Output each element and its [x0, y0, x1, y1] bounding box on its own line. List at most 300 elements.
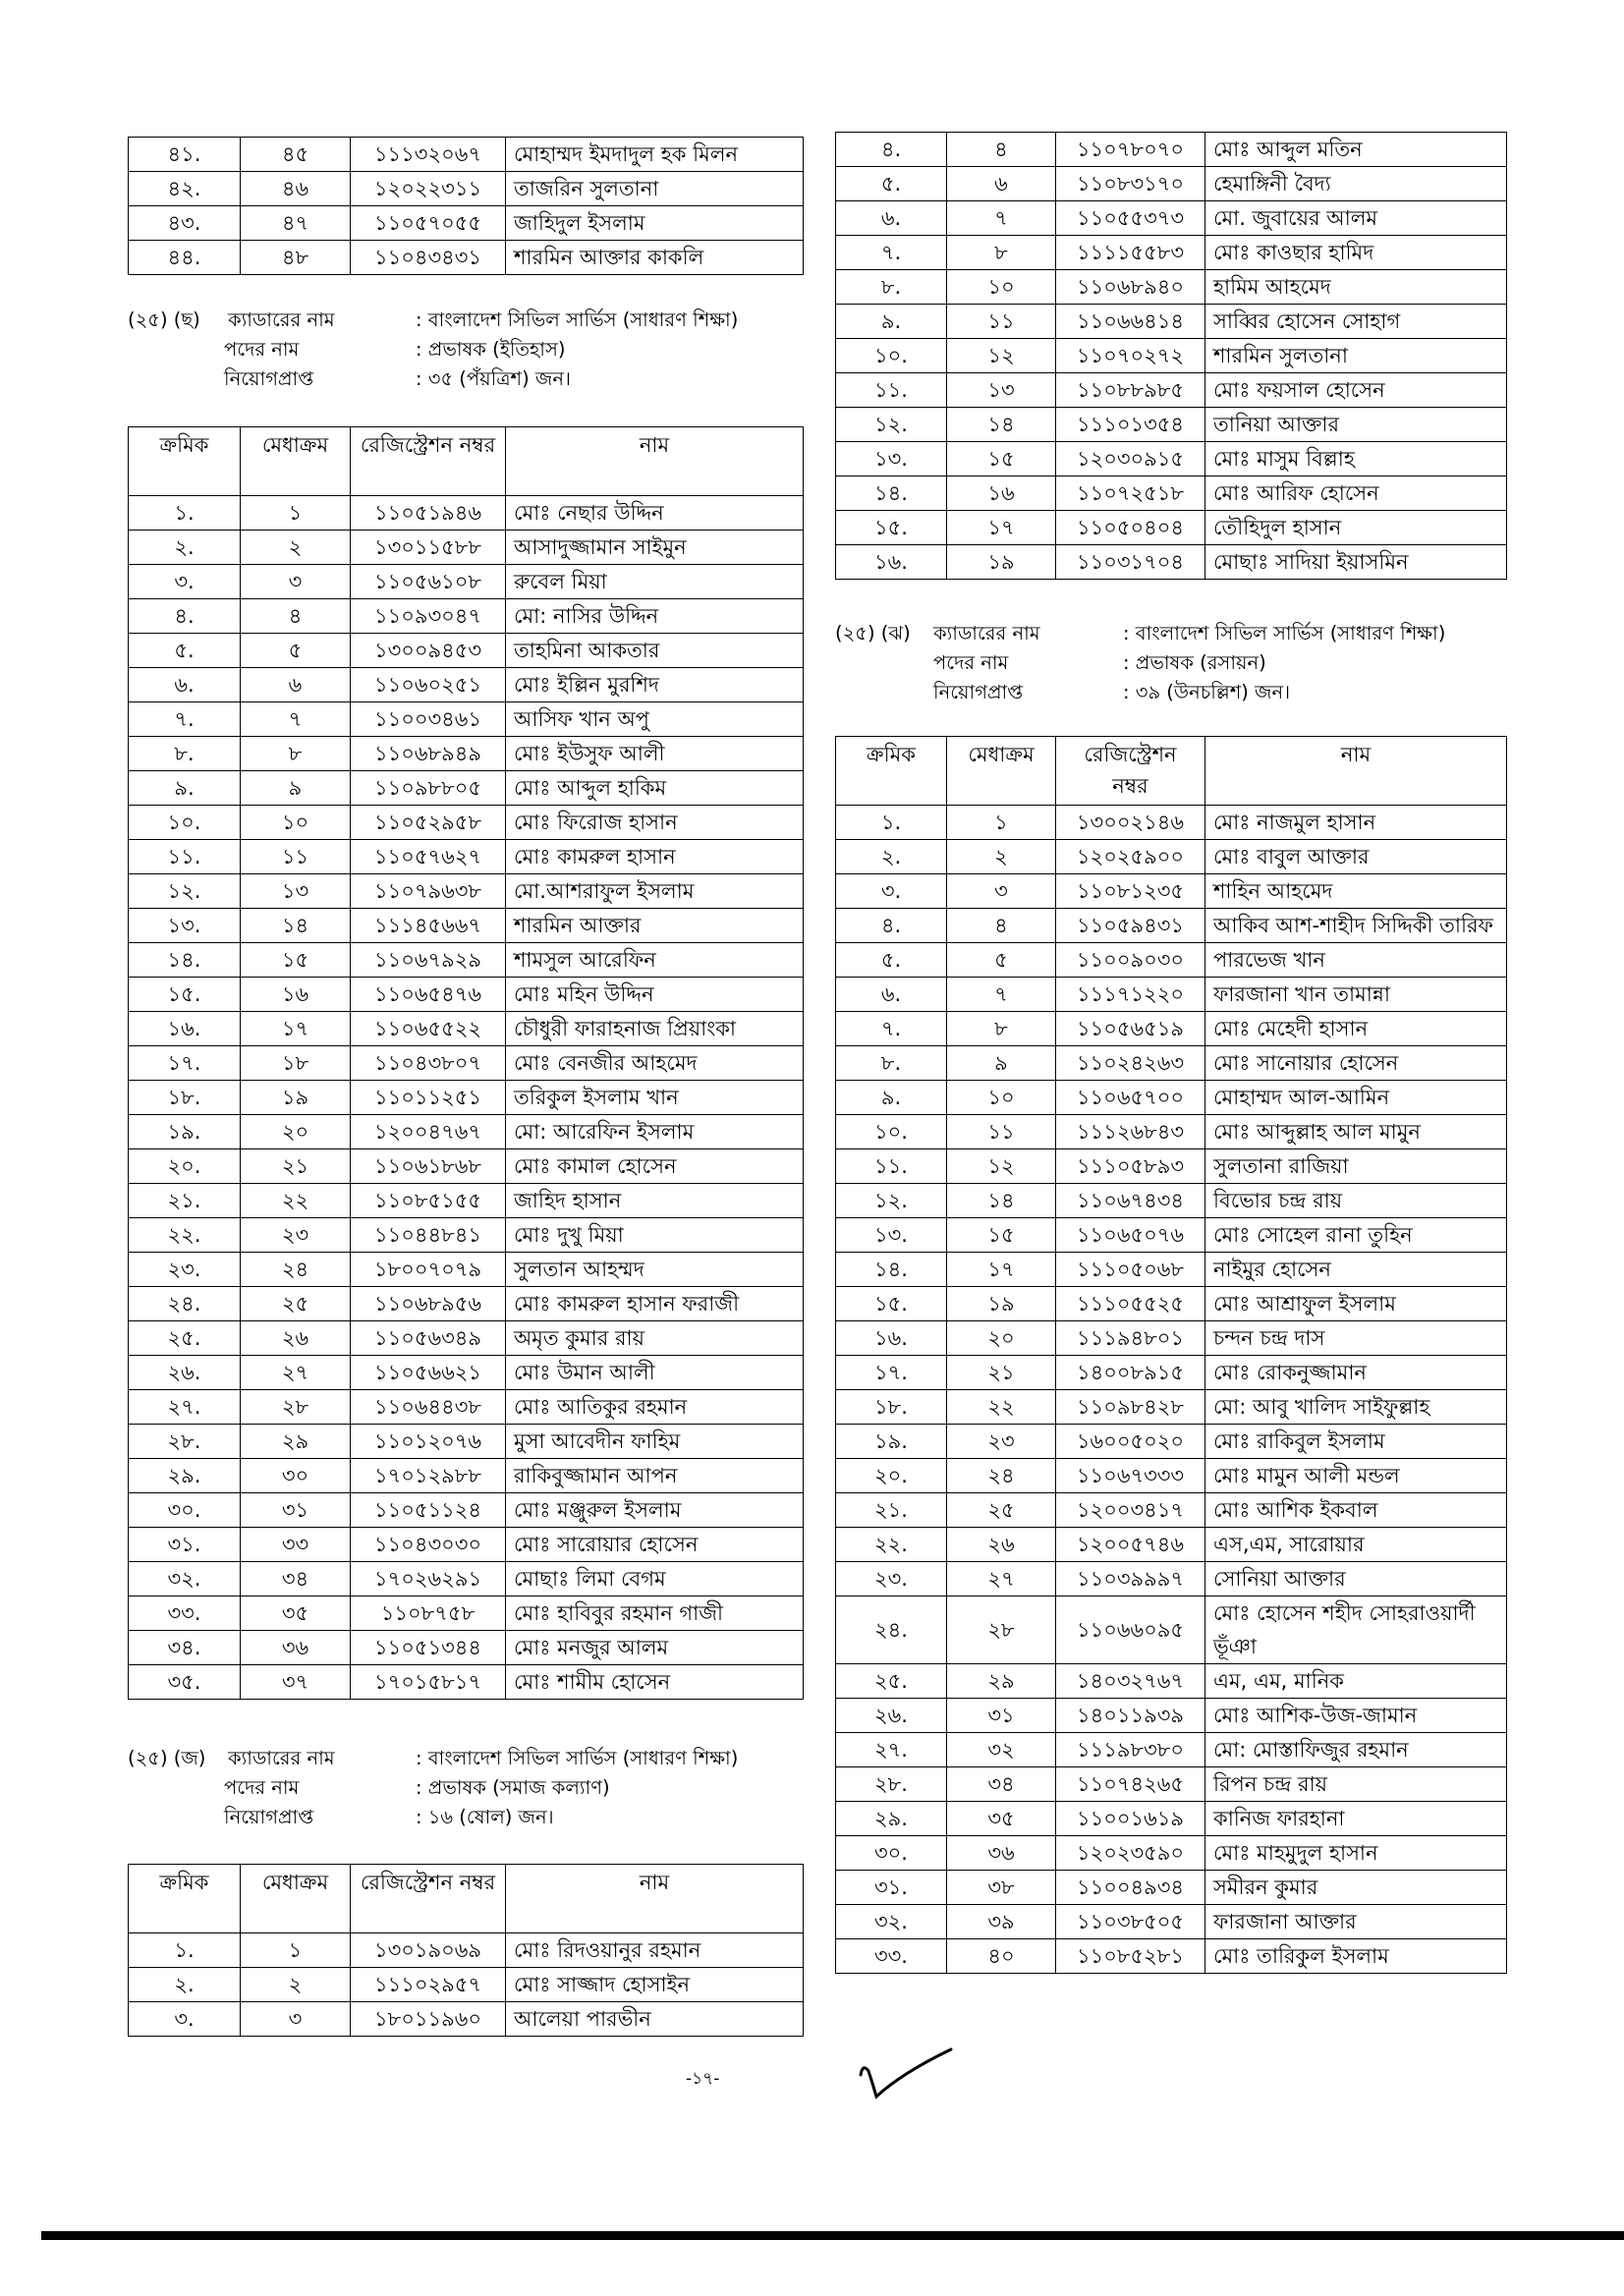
post-value: : প্রভাষক (রসায়ন) [1123, 651, 1266, 674]
serial-cell: ৯. [836, 1081, 947, 1115]
name-cell: মোঃ নাজমুল হাসান [1205, 806, 1507, 840]
reg-number-cell: ১২০৩০৯১৫ [1056, 442, 1205, 476]
table-row [129, 1596, 804, 1631]
merit-cell: ৪৬ [241, 172, 351, 206]
serial-cell: ৩২. [836, 1905, 947, 1939]
reg-number-cell: ১৩০০৯৪৫৩ [351, 634, 506, 668]
name-cell: মোঃ কামাল হোসেন [506, 1149, 804, 1184]
serial-cell: ৮. [129, 737, 241, 771]
merit-cell: ১ [241, 496, 351, 531]
reg-number-cell: ১১০৬৭৩৩৩ [1056, 1459, 1205, 1493]
table-row [129, 771, 804, 806]
name-cell: মোঃ ফিরোজ হাসান [506, 806, 804, 840]
page-number: -১৭- [686, 2069, 720, 2089]
table-row [836, 1287, 1507, 1321]
reg-number-cell: ১৩০০২১৪৬ [1056, 806, 1205, 840]
table-row [836, 1253, 1507, 1287]
serial-cell: ৩. [129, 565, 241, 599]
merit-cell: ৮ [947, 1012, 1056, 1046]
reg-number-cell: ১৭০১৫৮১৭ [351, 1665, 506, 1700]
name-cell: জাহিদুল ইসলাম [506, 206, 804, 241]
serial-cell: ৪২. [129, 172, 241, 206]
table-row [129, 840, 804, 874]
table-row [129, 1081, 804, 1115]
serial-cell: ২১. [129, 1184, 241, 1218]
serial-cell: ২৫. [836, 1664, 947, 1699]
merit-cell: ১৬ [241, 978, 351, 1012]
reg-number-cell: ১১০৪৩০৩০ [351, 1528, 506, 1562]
table-row [129, 1287, 804, 1321]
left-column [128, 137, 803, 275]
serial-cell: ৩. [129, 2002, 241, 2037]
reg-number-cell: ১১০৫৬৩৪৯ [351, 1321, 506, 1356]
merit-cell: ২৩ [241, 1218, 351, 1253]
reg-number-cell: ১২০২৫৯০০ [1056, 840, 1205, 874]
name-cell: তানিয়া আক্তার [1205, 408, 1507, 442]
serial-cell: ৪৩. [129, 206, 241, 241]
merit-cell: ২০ [241, 1115, 351, 1149]
serial-cell: ১১. [836, 373, 947, 408]
merit-cell: ৪৭ [241, 206, 351, 241]
name-cell: মোঃ সোহেল রানা তুহিন [1205, 1218, 1507, 1253]
name-cell: সোনিয়া আক্তার [1205, 1562, 1507, 1596]
reg-number-cell: ১১০৪৩৮০৭ [351, 1046, 506, 1081]
name-cell: জাহিদ হাসান [506, 1184, 804, 1218]
merit-cell: ৭ [947, 201, 1056, 236]
reg-number-cell: ১১০৫৫৩৭৩ [1056, 201, 1205, 236]
table-row [129, 1493, 804, 1528]
name-cell: মো: আবু খালিদ সাইফুল্লাহ [1205, 1390, 1507, 1425]
merit-cell: ১৩ [241, 874, 351, 909]
reg-number-cell: ১১০৪৩৪৩১ [351, 241, 506, 275]
cadre-value: : বাংলাদেশ সিভিল সার্ভিস (সাধারণ শিক্ষা) [1123, 622, 1446, 644]
table-row [129, 874, 804, 909]
serial-cell: ৫. [836, 167, 947, 201]
merit-cell: ৩১ [947, 1699, 1056, 1733]
reg-number-cell: ১১০৬৫৫২২ [351, 1012, 506, 1046]
merit-cell: ২০ [947, 1321, 1056, 1356]
appointed-label: নিয়োগপ্রাপ্ত [224, 367, 314, 390]
table-row [836, 1184, 1507, 1218]
section-header-cha [128, 306, 815, 394]
reg-number-cell: ১১১৩২০৬৭ [351, 138, 506, 172]
table-row [129, 702, 804, 737]
merit-cell: ১৫ [947, 442, 1056, 476]
table-row [129, 668, 804, 702]
name-cell: তৌহিদুল হাসান [1205, 511, 1507, 545]
table-row [129, 241, 804, 275]
reg-number-cell: ১১১০১৩৫৪ [1056, 408, 1205, 442]
serial-cell: ১৬. [836, 545, 947, 580]
table-ja-wrap [128, 1864, 803, 2037]
name-cell: শাহিন আহমেদ [1205, 874, 1507, 909]
table-row [129, 1425, 804, 1459]
name-cell: মোঃ হাবিবুর রহমান গাজী [506, 1596, 804, 1631]
table-row [129, 1218, 804, 1253]
table-row [129, 1562, 804, 1596]
table-ja [128, 1864, 804, 2037]
serial-cell: ৪. [836, 909, 947, 943]
reg-number-cell: ১১০৮৫২৮১ [1056, 1939, 1205, 1974]
name-cell: রাকিবুজ্জামান আপন [506, 1459, 804, 1493]
merit-cell: ৫ [241, 634, 351, 668]
name-cell: মোঃ মাহমুদুল হাসান [1205, 1836, 1507, 1871]
serial-cell: ১৩. [836, 442, 947, 476]
reg-number-cell: ১১০৫৬৫১৯ [1056, 1012, 1205, 1046]
merit-cell: ১৪ [947, 408, 1056, 442]
table-row [836, 236, 1507, 270]
table-row [836, 1664, 1507, 1699]
header-name: নাম [506, 1865, 804, 1933]
name-cell: তাজরিন সুলতানা [506, 172, 804, 206]
reg-number-cell: ১৪০০৮৯১৫ [1056, 1356, 1205, 1390]
merit-cell: ১৯ [947, 1287, 1056, 1321]
merit-cell: ২১ [947, 1356, 1056, 1390]
serial-cell: ১৮. [129, 1081, 241, 1115]
table-row [836, 1390, 1507, 1425]
reg-number-cell: ১১০৫২৯৫৮ [351, 806, 506, 840]
table-row [836, 1836, 1507, 1871]
table-row [129, 943, 804, 978]
name-cell: মোঃ হোসেন শহীদ সোহরাওয়ার্দী ভূঁঞা [1205, 1596, 1507, 1664]
merit-cell: ৩০ [241, 1459, 351, 1493]
table-row [836, 1905, 1507, 1939]
merit-cell: ৩৮ [947, 1871, 1056, 1905]
name-cell: রিপন চন্দ্র রায় [1205, 1767, 1507, 1802]
merit-cell: ৮ [241, 737, 351, 771]
reg-number-cell: ১১০৯৩০৪৭ [351, 599, 506, 634]
reg-number-cell: ১৭০২৬২৯১ [351, 1562, 506, 1596]
merit-cell: ১৮ [241, 1046, 351, 1081]
table-jha [835, 736, 1507, 1974]
merit-cell: ১ [947, 806, 1056, 840]
serial-cell: ২১. [836, 1493, 947, 1528]
serial-cell: ২৯. [129, 1459, 241, 1493]
merit-cell: ১৪ [947, 1184, 1056, 1218]
serial-cell: ২৮. [836, 1767, 947, 1802]
table-row [836, 1767, 1507, 1802]
table-row [129, 565, 804, 599]
merit-cell: ২২ [241, 1184, 351, 1218]
table-row [129, 806, 804, 840]
serial-cell: ৯. [836, 305, 947, 339]
cadre-label: ক্যাডারের নাম [933, 622, 1040, 644]
merit-cell: ৬ [947, 167, 1056, 201]
reg-number-cell: ১১১০৫৮৯৩ [1056, 1149, 1205, 1184]
table-row [129, 1184, 804, 1218]
merit-cell: ৫ [947, 943, 1056, 978]
serial-cell: ২০. [836, 1459, 947, 1493]
merit-cell: ২৪ [947, 1459, 1056, 1493]
name-cell: কানিজ ফারহানা [1205, 1802, 1507, 1836]
header-name: নাম [506, 427, 804, 496]
serial-cell: ১০. [836, 339, 947, 373]
serial-cell: ১১. [129, 840, 241, 874]
serial-cell: ৩৫. [129, 1665, 241, 1700]
merit-cell: ১ [241, 1933, 351, 1968]
merit-cell: ২৮ [241, 1390, 351, 1425]
reg-number-cell: ১১১৪৫৬৬৭ [351, 909, 506, 943]
serial-cell: ২৯. [836, 1802, 947, 1836]
merit-cell: ৪০ [947, 1939, 1056, 1974]
serial-cell: ২২. [836, 1528, 947, 1562]
table-row [836, 909, 1507, 943]
table-cha [128, 426, 804, 1700]
table-row [836, 1012, 1507, 1046]
table-row [836, 874, 1507, 909]
name-cell: শামসুল আরেফিন [506, 943, 804, 978]
signature-tick-mark [853, 2044, 961, 2102]
table-row [836, 408, 1507, 442]
serial-cell: ২৮. [129, 1425, 241, 1459]
reg-number-cell: ১২০০৪৭৬৭ [351, 1115, 506, 1149]
reg-number-cell: ১১০৬৮৯৪০ [1056, 270, 1205, 305]
name-cell: মোঃ মামুন আলী মন্ডল [1205, 1459, 1507, 1493]
table-row [836, 943, 1507, 978]
table-row [129, 1933, 804, 1968]
reg-number-cell: ১৪০৩২৭৬৭ [1056, 1664, 1205, 1699]
name-cell: মোঃ নেছার উদ্দিন [506, 496, 804, 531]
merit-cell: ৩৫ [241, 1596, 351, 1631]
merit-cell: ২৯ [241, 1425, 351, 1459]
reg-number-cell: ১১০১২০৭৬ [351, 1425, 506, 1459]
section-header-ja [128, 1744, 815, 1832]
serial-cell: ১৩. [129, 909, 241, 943]
reg-number-cell: ১১০৬৫০৭৬ [1056, 1218, 1205, 1253]
merit-cell: ৩৫ [947, 1802, 1056, 1836]
merit-cell: ২৭ [947, 1562, 1056, 1596]
header-reg: রেজিস্ট্রেশন নম্বর [1056, 737, 1205, 806]
merit-cell: ২২ [947, 1390, 1056, 1425]
header-merit: মেধাক্রম [241, 427, 351, 496]
table-row [836, 840, 1507, 874]
reg-number-cell: ১১০৮৩১৭০ [1056, 167, 1205, 201]
reg-number-cell: ১২০২৩৫৯০ [1056, 1836, 1205, 1871]
cadre-label: ক্যাডারের নাম [228, 308, 335, 331]
reg-number-cell: ১১১২৬৮৪৩ [1056, 1115, 1205, 1149]
name-cell: মোঃ মঞ্জুরুল ইসলাম [506, 1493, 804, 1528]
serial-cell: ১৫. [836, 1287, 947, 1321]
table-row [129, 978, 804, 1012]
reg-number-cell: ১১০৬৪৪৩৮ [351, 1390, 506, 1425]
table-row [836, 1425, 1507, 1459]
reg-number-cell: ১১০৭৯৬৩৮ [351, 874, 506, 909]
table-row [129, 737, 804, 771]
name-cell: মোছাঃ সাদিয়া ইয়াসমিন [1205, 545, 1507, 580]
reg-number-cell: ১১০৭৪২৬৫ [1056, 1767, 1205, 1802]
name-cell: মোঃ মেহেদী হাসান [1205, 1012, 1507, 1046]
merit-cell: ১৯ [241, 1081, 351, 1115]
table-row [836, 1871, 1507, 1905]
name-cell: আলেয়া পারভীন [506, 2002, 804, 2037]
table-row [129, 2002, 804, 2037]
reg-number-cell: ১২০০৫৭৪৬ [1056, 1528, 1205, 1562]
serial-cell: ২৭. [129, 1390, 241, 1425]
serial-cell: ১৭. [836, 1356, 947, 1390]
header-serial: ক্রমিক [836, 737, 947, 806]
reg-number-cell: ১৮০১১৯৬০ [351, 2002, 506, 2037]
reg-number-cell: ১১০৩৮৫০৫ [1056, 1905, 1205, 1939]
serial-cell: ৬. [836, 201, 947, 236]
reg-number-cell: ১১০৯৮৮০৫ [351, 771, 506, 806]
name-cell: শারমিন সুলতানা [1205, 339, 1507, 373]
serial-cell: ৬. [836, 978, 947, 1012]
merit-cell: ৯ [241, 771, 351, 806]
merit-cell: ২৮ [947, 1596, 1056, 1664]
merit-cell: ৪৫ [241, 138, 351, 172]
serial-cell: ২৩. [129, 1253, 241, 1287]
name-cell: মো.আশরাফুল ইসলাম [506, 874, 804, 909]
table-row [129, 138, 804, 172]
merit-cell: ১২ [947, 1149, 1056, 1184]
merit-cell: ২৬ [947, 1528, 1056, 1562]
serial-cell: ৭. [129, 702, 241, 737]
serial-cell: ১৩. [836, 1218, 947, 1253]
name-cell: মোঃ আব্দুল্লাহ আল মামুন [1205, 1115, 1507, 1149]
table-row [129, 1631, 804, 1665]
reg-number-cell: ১১০৬৫৪৭৬ [351, 978, 506, 1012]
header-reg: রেজিস্ট্রেশন নম্বর [351, 1865, 506, 1933]
reg-number-cell: ১১০৮৮৯৮৫ [1056, 373, 1205, 408]
merit-cell: ৬ [241, 668, 351, 702]
table-row [129, 172, 804, 206]
merit-cell: ৯ [947, 1046, 1056, 1081]
table-row [836, 1459, 1507, 1493]
serial-cell: ২৭. [836, 1733, 947, 1767]
table-row [836, 339, 1507, 373]
serial-cell: ২. [129, 531, 241, 565]
reg-number-cell: ১১০৬৬৪১৪ [1056, 305, 1205, 339]
reg-number-cell: ১৩০১৯০৬৯ [351, 1933, 506, 1968]
name-cell: শারমিন আক্তার কাকলি [506, 241, 804, 275]
reg-number-cell: ১১১৯৪৮০১ [1056, 1321, 1205, 1356]
appointed-value: : ৩৯ (উনচল্লিশ) জন। [1123, 681, 1291, 703]
table-row [129, 1115, 804, 1149]
cadre-value: : বাংলাদেশ সিভিল সার্ভিস (সাধারণ শিক্ষা) [416, 308, 739, 331]
reg-number-cell: ১১০৬৭৪৩৪ [1056, 1184, 1205, 1218]
post-label: পদের নাম [933, 651, 1009, 674]
table-row [129, 1253, 804, 1287]
reg-number-cell: ১১০৫১১২৪ [351, 1493, 506, 1528]
name-cell: মোঃ সাজ্জাদ হোসাইন [506, 1968, 804, 2002]
name-cell: মোহাম্মদ আল-আমিন [1205, 1081, 1507, 1115]
serial-cell: ১৯. [129, 1115, 241, 1149]
name-cell: মোঃ আতিকুর রহমান [506, 1390, 804, 1425]
merit-cell: ২৫ [947, 1493, 1056, 1528]
name-cell: পারভেজ খান [1205, 943, 1507, 978]
merit-cell: ৩ [241, 2002, 351, 2037]
serial-cell: ৫. [129, 634, 241, 668]
reg-number-cell: ১১০৫০৪০৪ [1056, 511, 1205, 545]
table-row [836, 1699, 1507, 1733]
serial-cell: ২২. [129, 1218, 241, 1253]
reg-number-cell: ১১০৭২৫১৮ [1056, 476, 1205, 511]
reg-number-cell: ১১১৯৮৩৮০ [1056, 1733, 1205, 1767]
name-cell: মোঃ উমান আলী [506, 1356, 804, 1390]
merit-cell: ৭ [241, 702, 351, 737]
name-cell: বিভোর চন্দ্র রায় [1205, 1184, 1507, 1218]
table-row [836, 1218, 1507, 1253]
reg-number-cell: ১৪০১১৯৩৯ [1056, 1699, 1205, 1733]
serial-cell: ৯. [129, 771, 241, 806]
appointed-value: : ১৬ (ষোল) জন। [416, 1806, 554, 1828]
table-row [129, 1528, 804, 1562]
merit-cell: ১০ [947, 270, 1056, 305]
serial-cell: ১২. [129, 874, 241, 909]
reg-number-cell: ১১০৮৭৫৮ [351, 1596, 506, 1631]
reg-number-cell: ১১০০১৬১৯ [1056, 1802, 1205, 1836]
reg-number-cell: ১১০৬৭৯২৯ [351, 943, 506, 978]
table-row [836, 1149, 1507, 1184]
merit-cell: ৪ [241, 599, 351, 634]
table-row [836, 1733, 1507, 1767]
name-cell: মোছাঃ লিমা বেগম [506, 1562, 804, 1596]
reg-number-cell: ১১০৭০২৭২ [1056, 339, 1205, 373]
table-row [836, 806, 1507, 840]
merit-cell: ৩১ [241, 1493, 351, 1528]
reg-number-cell: ১১০৬৬০৯৫ [1056, 1596, 1205, 1664]
serial-cell: ১২. [836, 408, 947, 442]
serial-cell: ৫. [836, 943, 947, 978]
name-cell: আকিব আশ-শাহীদ সিদ্দিকী তারিফ [1205, 909, 1507, 943]
name-cell: মোঃ আশ্রাফুল ইসলাম [1205, 1287, 1507, 1321]
merit-cell: ১৫ [241, 943, 351, 978]
reg-number-cell: ১১১০৫০৬৮ [1056, 1253, 1205, 1287]
reg-number-cell: ১১০৪৪৮৪১ [351, 1218, 506, 1253]
merit-cell: ১৯ [947, 545, 1056, 580]
reg-number-cell: ১১০৮১২৩৫ [1056, 874, 1205, 909]
reg-number-cell: ১১০৫৬৬২১ [351, 1356, 506, 1390]
merit-cell: ২ [241, 1968, 351, 2002]
merit-cell: ৩৯ [947, 1905, 1056, 1939]
serial-cell: ১৪. [836, 476, 947, 511]
name-cell: মোঃ শামীম হোসেন [506, 1665, 804, 1700]
table-row [836, 1528, 1507, 1562]
merit-cell: ১৫ [947, 1218, 1056, 1253]
table-row [129, 909, 804, 943]
table-row [836, 442, 1507, 476]
merit-cell: ১৭ [947, 511, 1056, 545]
name-cell: মোঃ কাওছার হামিদ [1205, 236, 1507, 270]
table-row [129, 1968, 804, 2002]
merit-cell: ১৭ [241, 1012, 351, 1046]
name-cell: মোঃ রোকনুজ্জামান [1205, 1356, 1507, 1390]
merit-cell: ১০ [947, 1081, 1056, 1115]
merit-cell: ১২ [947, 339, 1056, 373]
serial-cell: ২৬. [129, 1356, 241, 1390]
merit-cell: ৮ [947, 236, 1056, 270]
table-row [836, 1356, 1507, 1390]
reg-number-cell: ১১০৬০২৫১ [351, 668, 506, 702]
name-cell: মোঃ মনজুর আলম [506, 1631, 804, 1665]
reg-number-cell: ১১০৫১৩৪৪ [351, 1631, 506, 1665]
serial-cell: ১৭. [129, 1046, 241, 1081]
name-cell: মোঃ দুখু মিয়া [506, 1218, 804, 1253]
name-cell: মোঃ আশিক ইকবাল [1205, 1493, 1507, 1528]
merit-cell: ১১ [947, 305, 1056, 339]
table-row [836, 1493, 1507, 1528]
merit-cell: ১৭ [947, 1253, 1056, 1287]
table-row [129, 1356, 804, 1390]
table-row [836, 545, 1507, 580]
name-cell: মোঃ মাসুম বিল্লাহ [1205, 442, 1507, 476]
name-cell: মো: আরেফিন ইসলাম [506, 1115, 804, 1149]
reg-number-cell: ১১০৩১৭০৪ [1056, 545, 1205, 580]
name-cell: রুবেল মিয়া [506, 565, 804, 599]
serial-cell: ১. [129, 496, 241, 531]
merit-cell: ৭ [947, 978, 1056, 1012]
serial-cell: ১. [129, 1933, 241, 1968]
